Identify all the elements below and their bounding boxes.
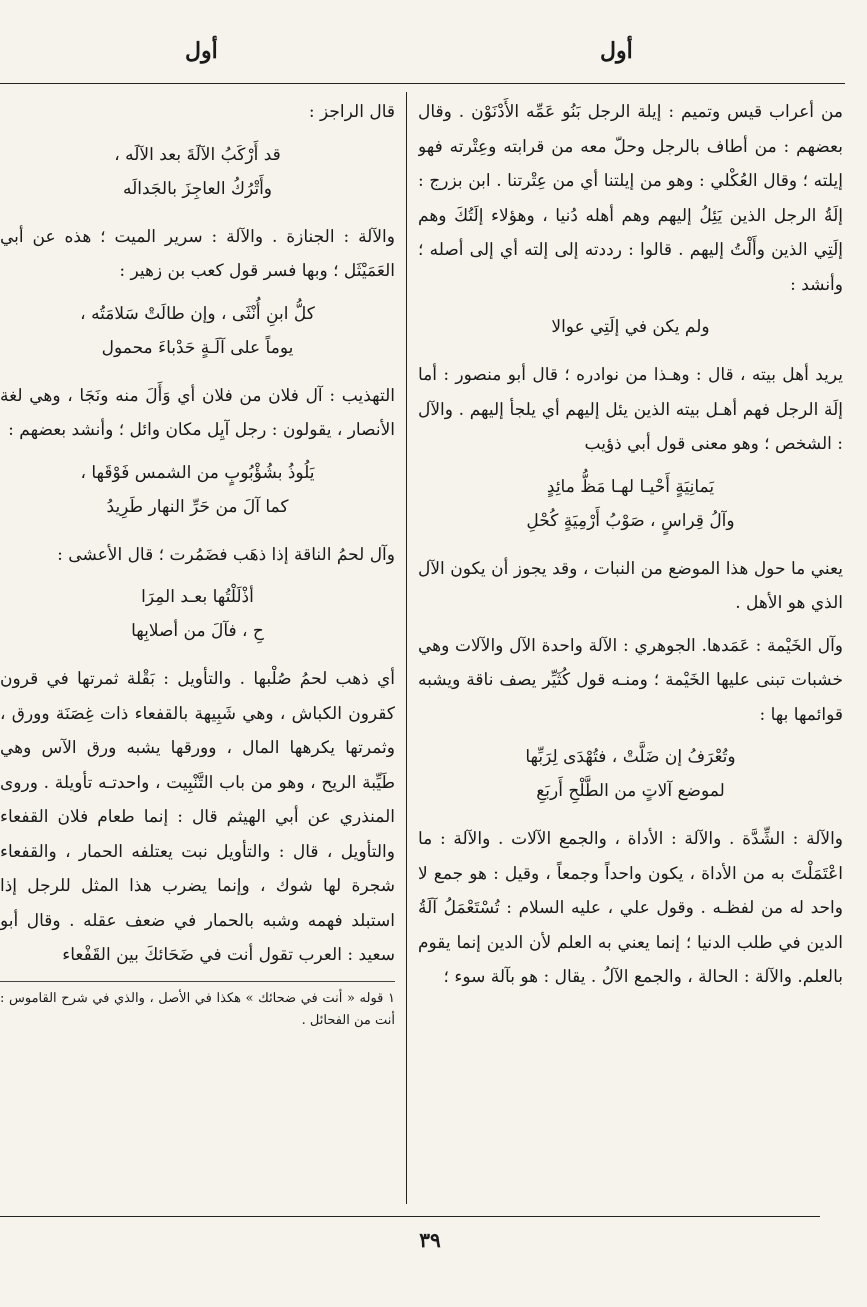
paragraph: من أعراب قيس وتميم : إيلة الرجل بَنُو عَمِّه الأَدْنَوْن . وقال بعضهم : من أطاف بالرجل وحلّ معه من قرابته وعِتْرته فهو إيلته ؛ وقال العُكْلي : وهو من إيلتنا أي من عِتْرتنا . ابن بزرج : إلَةُ الرجل الذين يَئِلُ إليهم وهم أهله دُنيا ، وهؤلاء إلَتُكَ وهم إلَتِي الذين وأَلْتُ إليهم . قالوا : رددته إلى إلته أي إلى أصله ؛ وأنشد : (418, 102, 843, 295)
paragraph: قال الراجز : (308, 102, 395, 122)
verse-line: يَلُوذُ بشُؤْبُوبٍ من الشمس فَوْقَها ، (80, 462, 315, 483)
verse-line: لموضع آلاتٍ من الطَّلْحِ أَربَعِ (536, 781, 725, 801)
paragraph: أي ذهب لحمُ صُلْبها . والتأويل : بَقْلة ثمرتها في قرون كقرون الكباش ، وهي شَبِيهة بالقفعاء ذات غِصَنَة وورق ، وثمرتها يكرهها المال ، وورقها يشبه ورق الآس وهي طَيِّبة الريح ، وهو من باب التَّنْبِيت ، واحدتـه تأويلة . وروى المنذري عن أبي الهيثم قال : إنما طعام فلان القفعاء والتأويل ، قال : والتأويل نبت يعتلفه الحمار ، والقفعاء شجرة لها شوك ، وإنما يضرب هذا المثل للرجل إذا استبلد فهمه وشبه بالحمار في ضعف عقله . وقال أبو سعيد : العرب تقول أنت في ضَحَائكَ بين القَفْعاء (0, 669, 395, 965)
verse-line: قد أَرْكَبُ الآلَةَ بعد الآلَه ، (114, 144, 281, 165)
verse (0, 138, 395, 206)
header-rule (0, 83, 845, 84)
page-number: ٣٩ (419, 1228, 441, 1252)
paragraph: يريد أهل بيته ، قال : وهـذا من نوادره ؛ قال أبو منصور : أما إلَة الرجل فهم أهـل بيته الذين يئل إليهم أي يلجأ إليهم . والآل : الشخص ؛ وهو معنى قول أبي ذؤيب (418, 365, 843, 454)
verse-line: حِ ، فآلَ من أصلابِها (131, 621, 264, 641)
footer-rule (0, 1216, 820, 1217)
verse (418, 740, 843, 808)
paragraph: وآل الخَيْمة : عَمَدها. الجوهري : الآلة واحدة الآل والآلات وهي خشبات تبنى عليها الخَيْمة ؛ ومنـه قول كُثَيِّر يصف ناقة ويشبه قوائمها بها : (418, 635, 843, 725)
verse-line: ولم يكن في إلَتِي عوالا (551, 317, 710, 337)
paragraph: وآل لحمُ الناقة إذا ذهَب فضَمُرت ؛ قال الأعشى : (57, 544, 395, 565)
header-word-left: أول (185, 38, 218, 64)
verse-line: يوماً على آلَـةٍ حَدْباءَ محمول (101, 337, 294, 358)
paragraph: يعني ما حول هذا الموضع من النبات ، وقد يجوز أن يكون الآل الذي هو الأهل . (418, 558, 843, 613)
header-word-right: أول (600, 38, 633, 64)
paragraph: والآلة : الجنازة . والآلة : سرير الميت ؛ هذه عن أبي العَمَيْثَل ؛ وبها فسر قول كعب بن زهير : (0, 226, 395, 281)
verse (418, 310, 843, 344)
verse-line: وأَتْرُكُ العاجِزَ بالجَدالَه (122, 178, 273, 199)
verse-line: وآلُ قِراسٍ ، صَوْبُ أَرْمِيَةٍ كُحْلِ (526, 510, 735, 531)
footnote: ١ قوله « أنت في ضحائك » هكذا في الأصل ، والذي في شرح القاموس : أنت من الفحائل . (0, 981, 395, 1032)
column-divider (406, 92, 407, 1204)
left-column (0, 95, 395, 1203)
paragraph: التهذيب : آل فلان من فلان أي وَأَلَ منه ونَجَا ، وهي لغة الأنصار ، يقولون : رجل آيِل مكان وائل ؛ وأنشد بعضهم : (0, 385, 395, 440)
verse-line: كلُّ ابنِ أُنْثَى ، وإن طالَتْ سَلامَتُه ، (80, 303, 315, 324)
verse (0, 580, 395, 648)
verse-line: وتُعْرَفُ إن ضَلَّتْ ، فتُهْدَى لِرَبِّها (525, 747, 736, 767)
verse (0, 456, 395, 524)
verse (418, 470, 843, 538)
right-column (418, 95, 843, 1203)
paragraph: والآلة : الشِّدَّة . والآلة : الأداة ، والجمع الآلات . والآلة : ما اعْتَمَلْتَ به من الأداة ، يكون واحداً وجمعاً ، وقيل : هو جمع لا واحد له من لفظـه . وقول علي ، عليه السلام : تُسْتَعْمَلُ آلَةُ الدين في طلب الدنيا ؛ إنما يعني به العلم لأن الدين إنما يقوم بالعلم. والآلة : الحالة ، والجمع الآلُ . يقال : هو بآلة سوء ؛ (418, 829, 843, 987)
verse (0, 297, 395, 365)
verse-line: كما آلَ من حَرِّ النهار طَرِيدُ (106, 496, 289, 517)
verse-line: يَمانِيَةٍ أَحْيـا لهـا مَظُّ مائِدٍ (546, 476, 715, 497)
verse-line: أذْلَلْتُها بعـد المِرَا (141, 587, 254, 607)
